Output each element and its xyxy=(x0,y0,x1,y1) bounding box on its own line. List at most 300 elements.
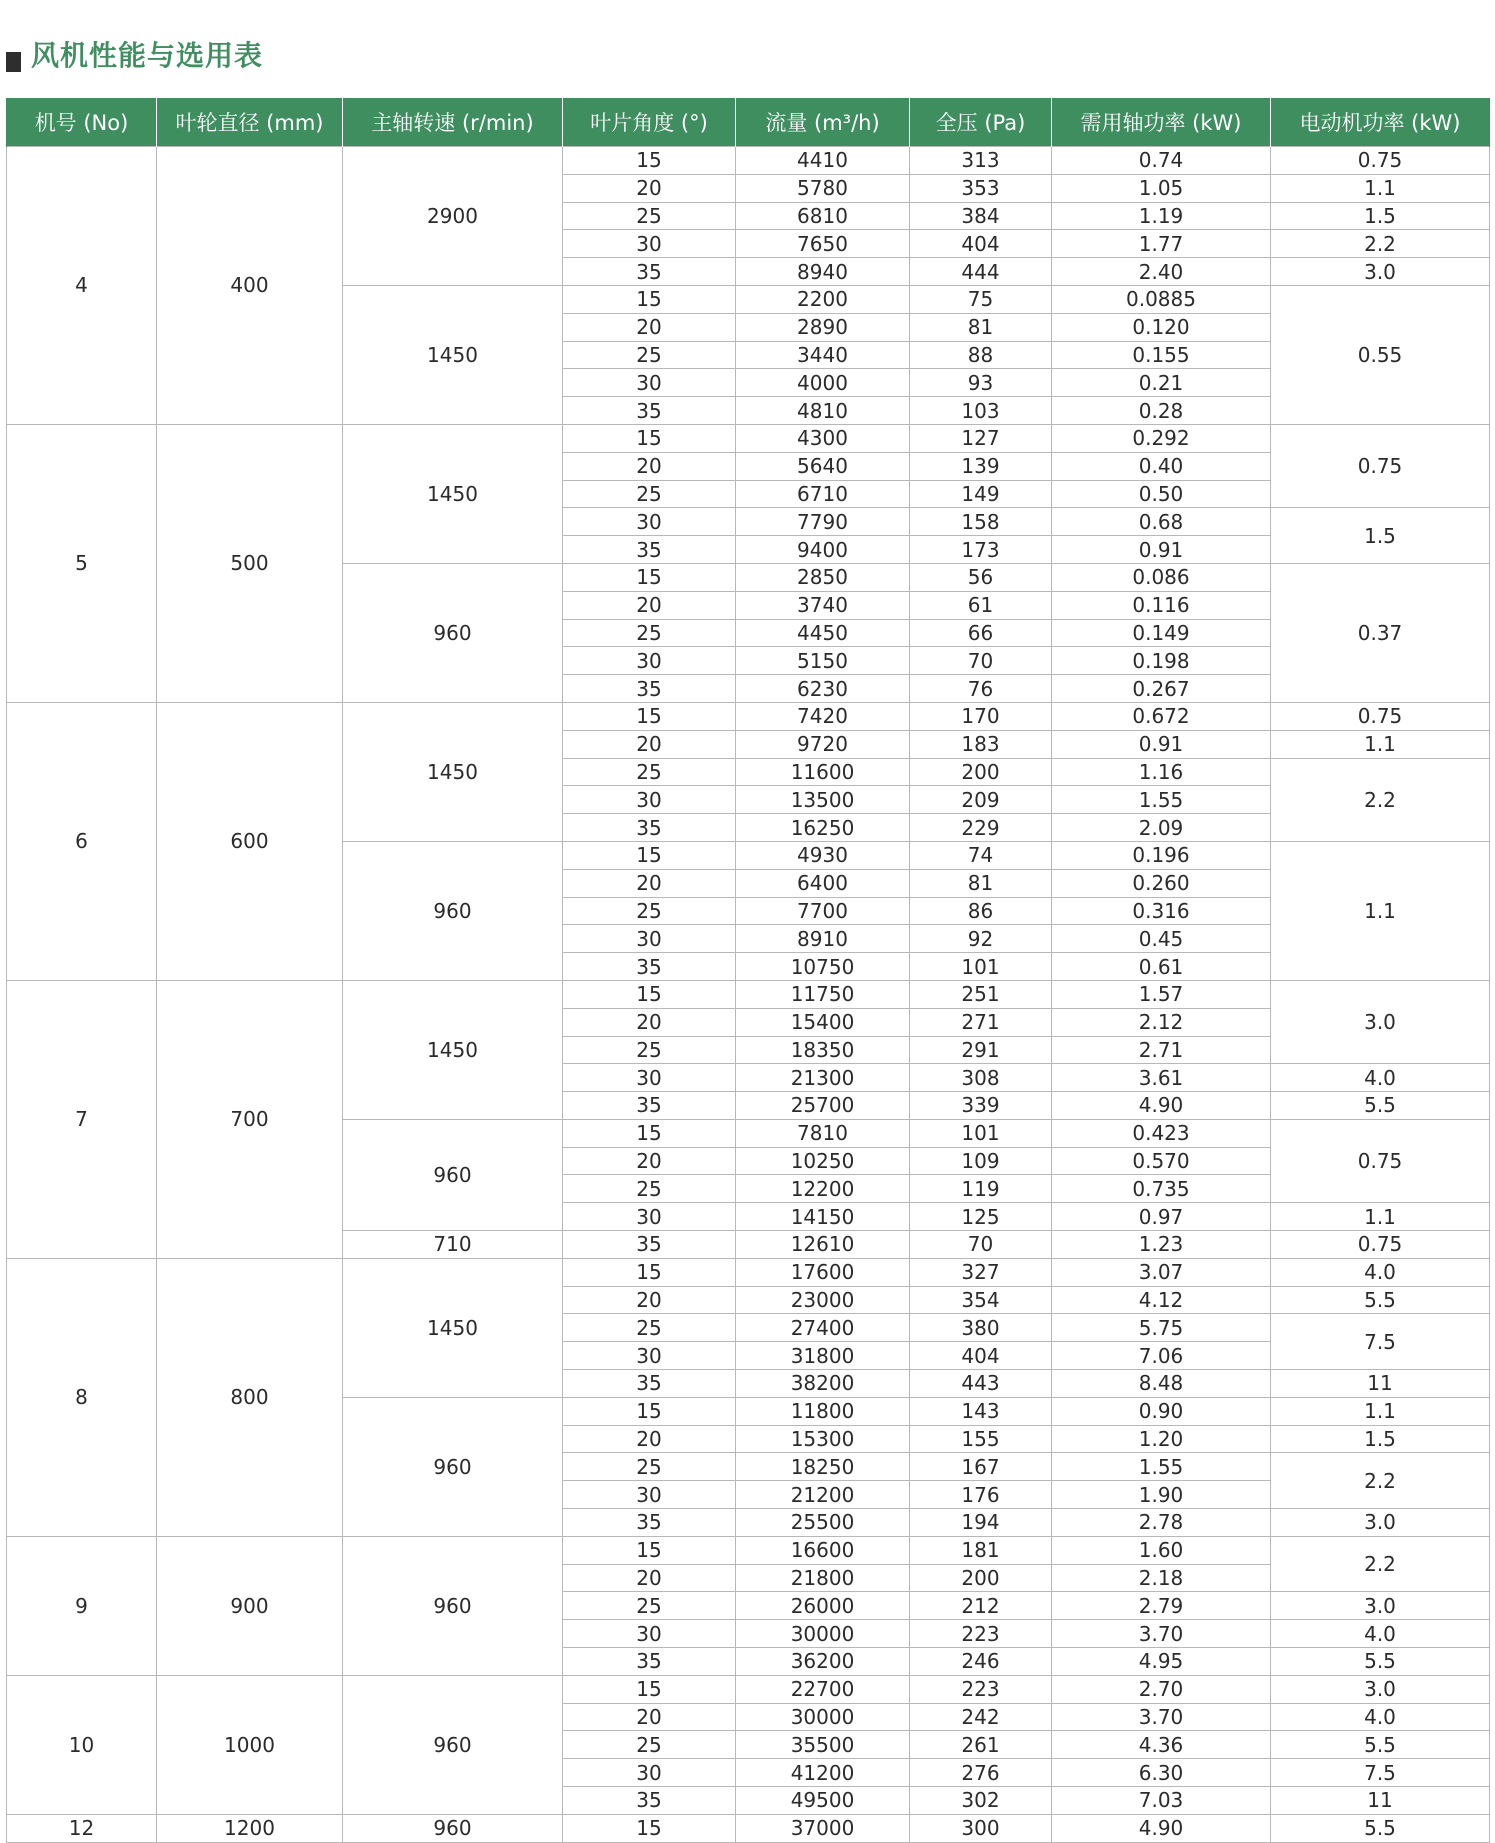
flow-cell: 7790 xyxy=(736,508,910,536)
motor-power-cell: 3.0 xyxy=(1271,1592,1490,1620)
total-pressure-cell: 181 xyxy=(910,1536,1052,1564)
total-pressure-cell: 56 xyxy=(910,563,1052,591)
blade-angle-cell: 30 xyxy=(563,508,736,536)
blade-angle-cell: 35 xyxy=(563,1509,736,1537)
shaft-power-cell: 3.70 xyxy=(1052,1703,1271,1731)
flow-cell: 7810 xyxy=(736,1119,910,1147)
motor-power-cell: 5.5 xyxy=(1271,1092,1490,1120)
impeller-diameter-cell: 600 xyxy=(157,702,343,980)
spindle-speed-cell: 1450 xyxy=(343,424,563,563)
total-pressure-cell: 354 xyxy=(910,1286,1052,1314)
total-pressure-cell: 291 xyxy=(910,1036,1052,1064)
motor-power-cell: 0.75 xyxy=(1271,147,1490,175)
flow-cell: 2200 xyxy=(736,285,910,313)
header-shaft-power: 需用轴功率 (kW) xyxy=(1052,98,1271,147)
total-pressure-cell: 70 xyxy=(910,647,1052,675)
total-pressure-cell: 313 xyxy=(910,147,1052,175)
blade-angle-cell: 25 xyxy=(563,1731,736,1759)
total-pressure-cell: 223 xyxy=(910,1675,1052,1703)
shaft-power-cell: 0.196 xyxy=(1052,841,1271,869)
blade-angle-cell: 35 xyxy=(563,1787,736,1815)
motor-power-cell: 2.2 xyxy=(1271,230,1490,258)
shaft-power-cell: 2.12 xyxy=(1052,1008,1271,1036)
shaft-power-cell: 0.086 xyxy=(1052,563,1271,591)
shaft-power-cell: 0.0885 xyxy=(1052,285,1271,313)
shaft-power-cell: 0.155 xyxy=(1052,341,1271,369)
blade-angle-cell: 20 xyxy=(563,1703,736,1731)
shaft-power-cell: 1.16 xyxy=(1052,758,1271,786)
motor-power-cell: 2.2 xyxy=(1271,1536,1490,1592)
shaft-power-cell: 7.03 xyxy=(1052,1787,1271,1815)
flow-cell: 4810 xyxy=(736,397,910,425)
page-title: 风机性能与选用表 xyxy=(31,39,264,72)
shaft-power-cell: 0.735 xyxy=(1052,1175,1271,1203)
spindle-speed-cell: 1450 xyxy=(343,980,563,1119)
header-total-pressure: 全压 (Pa) xyxy=(910,98,1052,147)
total-pressure-cell: 170 xyxy=(910,702,1052,730)
blade-angle-cell: 25 xyxy=(563,758,736,786)
total-pressure-cell: 194 xyxy=(910,1509,1052,1537)
total-pressure-cell: 444 xyxy=(910,258,1052,286)
motor-power-cell: 11 xyxy=(1271,1370,1490,1398)
flow-cell: 11800 xyxy=(736,1397,910,1425)
blade-angle-cell: 15 xyxy=(563,841,736,869)
total-pressure-cell: 246 xyxy=(910,1648,1052,1676)
flow-cell: 17600 xyxy=(736,1258,910,1286)
machine-no-cell: 6 xyxy=(7,702,157,980)
flow-cell: 3740 xyxy=(736,591,910,619)
motor-power-cell: 1.1 xyxy=(1271,841,1490,980)
flow-cell: 16600 xyxy=(736,1536,910,1564)
total-pressure-cell: 271 xyxy=(910,1008,1052,1036)
blade-angle-cell: 30 xyxy=(563,369,736,397)
total-pressure-cell: 384 xyxy=(910,202,1052,230)
blade-angle-cell: 20 xyxy=(563,174,736,202)
blade-angle-cell: 25 xyxy=(563,1036,736,1064)
total-pressure-cell: 353 xyxy=(910,174,1052,202)
motor-power-cell: 1.1 xyxy=(1271,174,1490,202)
shaft-power-cell: 3.61 xyxy=(1052,1064,1271,1092)
flow-cell: 4450 xyxy=(736,619,910,647)
header-motor-power: 电动机功率 (kW) xyxy=(1271,98,1490,147)
motor-power-cell: 7.5 xyxy=(1271,1759,1490,1787)
shaft-power-cell: 4.12 xyxy=(1052,1286,1271,1314)
blade-angle-cell: 25 xyxy=(563,480,736,508)
total-pressure-cell: 212 xyxy=(910,1592,1052,1620)
motor-power-cell: 4.0 xyxy=(1271,1703,1490,1731)
blade-angle-cell: 30 xyxy=(563,1203,736,1231)
machine-no-cell: 12 xyxy=(7,1814,157,1842)
shaft-power-cell: 0.68 xyxy=(1052,508,1271,536)
table-row xyxy=(7,1675,1490,1703)
flow-cell: 26000 xyxy=(736,1592,910,1620)
motor-power-cell: 3.0 xyxy=(1271,1509,1490,1537)
spindle-speed-cell: 1450 xyxy=(343,1258,563,1397)
motor-power-cell: 0.37 xyxy=(1271,563,1490,702)
blade-angle-cell: 15 xyxy=(563,147,736,175)
flow-cell: 4410 xyxy=(736,147,910,175)
shaft-power-cell: 4.90 xyxy=(1052,1092,1271,1120)
blade-angle-cell: 30 xyxy=(563,1342,736,1370)
total-pressure-cell: 92 xyxy=(910,925,1052,953)
shaft-power-cell: 0.672 xyxy=(1052,702,1271,730)
total-pressure-cell: 93 xyxy=(910,369,1052,397)
flow-cell: 15400 xyxy=(736,1008,910,1036)
flow-cell: 18250 xyxy=(736,1453,910,1481)
total-pressure-cell: 302 xyxy=(910,1787,1052,1815)
flow-cell: 8940 xyxy=(736,258,910,286)
shaft-power-cell: 0.40 xyxy=(1052,452,1271,480)
motor-power-cell: 3.0 xyxy=(1271,258,1490,286)
flow-cell: 7650 xyxy=(736,230,910,258)
shaft-power-cell: 0.90 xyxy=(1052,1397,1271,1425)
shaft-power-cell: 2.79 xyxy=(1052,1592,1271,1620)
shaft-power-cell: 0.292 xyxy=(1052,424,1271,452)
flow-cell: 25700 xyxy=(736,1092,910,1120)
flow-cell: 37000 xyxy=(736,1814,910,1842)
machine-no-cell: 10 xyxy=(7,1675,157,1814)
shaft-power-cell: 1.19 xyxy=(1052,202,1271,230)
spindle-speed-cell: 960 xyxy=(343,563,563,702)
blade-angle-cell: 30 xyxy=(563,1620,736,1648)
flow-cell: 35500 xyxy=(736,1731,910,1759)
motor-power-cell: 1.5 xyxy=(1271,1425,1490,1453)
total-pressure-cell: 223 xyxy=(910,1620,1052,1648)
motor-power-cell: 5.5 xyxy=(1271,1814,1490,1842)
flow-cell: 18350 xyxy=(736,1036,910,1064)
total-pressure-cell: 242 xyxy=(910,1703,1052,1731)
shaft-power-cell: 0.50 xyxy=(1052,480,1271,508)
flow-cell: 9720 xyxy=(736,730,910,758)
flow-cell: 22700 xyxy=(736,1675,910,1703)
spindle-speed-cell: 960 xyxy=(343,1675,563,1814)
machine-no-cell: 9 xyxy=(7,1536,157,1675)
header-impeller-diameter: 叶轮直径 (mm) xyxy=(157,98,343,147)
blade-angle-cell: 30 xyxy=(563,1481,736,1509)
total-pressure-cell: 380 xyxy=(910,1314,1052,1342)
spindle-speed-cell: 960 xyxy=(343,1814,563,1842)
total-pressure-cell: 74 xyxy=(910,841,1052,869)
flow-cell: 5640 xyxy=(736,452,910,480)
flow-cell: 10750 xyxy=(736,953,910,981)
blade-angle-cell: 15 xyxy=(563,1397,736,1425)
total-pressure-cell: 103 xyxy=(910,397,1052,425)
flow-cell: 8910 xyxy=(736,925,910,953)
shaft-power-cell: 0.149 xyxy=(1052,619,1271,647)
fan-performance-table xyxy=(6,98,1490,1843)
blade-angle-cell: 35 xyxy=(563,814,736,842)
shaft-power-cell: 0.21 xyxy=(1052,369,1271,397)
motor-power-cell: 1.5 xyxy=(1271,508,1490,564)
shaft-power-cell: 1.57 xyxy=(1052,980,1271,1008)
blade-angle-cell: 25 xyxy=(563,341,736,369)
shaft-power-cell: 2.71 xyxy=(1052,1036,1271,1064)
flow-cell: 16250 xyxy=(736,814,910,842)
blade-angle-cell: 30 xyxy=(563,1064,736,1092)
spindle-speed-cell: 960 xyxy=(343,1536,563,1675)
blade-angle-cell: 30 xyxy=(563,1759,736,1787)
blade-angle-cell: 25 xyxy=(563,1592,736,1620)
total-pressure-cell: 119 xyxy=(910,1175,1052,1203)
header-blade-angle: 叶片角度 (°) xyxy=(563,98,736,147)
blade-angle-cell: 20 xyxy=(563,1286,736,1314)
spindle-speed-cell: 710 xyxy=(343,1231,563,1259)
blade-angle-cell: 15 xyxy=(563,1814,736,1842)
flow-cell: 30000 xyxy=(736,1620,910,1648)
shaft-power-cell: 5.75 xyxy=(1052,1314,1271,1342)
motor-power-cell: 2.2 xyxy=(1271,758,1490,841)
total-pressure-cell: 76 xyxy=(910,675,1052,703)
total-pressure-cell: 300 xyxy=(910,1814,1052,1842)
motor-power-cell: 0.75 xyxy=(1271,424,1490,507)
blade-angle-cell: 35 xyxy=(563,397,736,425)
impeller-diameter-cell: 1000 xyxy=(157,1675,343,1814)
shaft-power-cell: 2.70 xyxy=(1052,1675,1271,1703)
shaft-power-cell: 4.36 xyxy=(1052,1731,1271,1759)
total-pressure-cell: 81 xyxy=(910,313,1052,341)
total-pressure-cell: 66 xyxy=(910,619,1052,647)
table-row xyxy=(7,1536,1490,1564)
shaft-power-cell: 0.316 xyxy=(1052,897,1271,925)
total-pressure-cell: 251 xyxy=(910,980,1052,1008)
blade-angle-cell: 35 xyxy=(563,536,736,564)
shaft-power-cell: 0.423 xyxy=(1052,1119,1271,1147)
flow-cell: 3440 xyxy=(736,341,910,369)
total-pressure-cell: 70 xyxy=(910,1231,1052,1259)
motor-power-cell: 0.75 xyxy=(1271,1231,1490,1259)
flow-cell: 12200 xyxy=(736,1175,910,1203)
total-pressure-cell: 127 xyxy=(910,424,1052,452)
blade-angle-cell: 15 xyxy=(563,285,736,313)
spindle-speed-cell: 2900 xyxy=(343,147,563,286)
total-pressure-cell: 308 xyxy=(910,1064,1052,1092)
shaft-power-cell: 1.77 xyxy=(1052,230,1271,258)
total-pressure-cell: 209 xyxy=(910,786,1052,814)
motor-power-cell: 4.0 xyxy=(1271,1064,1490,1092)
blade-angle-cell: 30 xyxy=(563,647,736,675)
impeller-diameter-cell: 900 xyxy=(157,1536,343,1675)
motor-power-cell: 1.5 xyxy=(1271,202,1490,230)
shaft-power-cell: 0.74 xyxy=(1052,147,1271,175)
motor-power-cell: 5.5 xyxy=(1271,1731,1490,1759)
motor-power-cell: 2.2 xyxy=(1271,1453,1490,1509)
shaft-power-cell: 2.78 xyxy=(1052,1509,1271,1537)
shaft-power-cell: 0.97 xyxy=(1052,1203,1271,1231)
shaft-power-cell: 4.90 xyxy=(1052,1814,1271,1842)
total-pressure-cell: 86 xyxy=(910,897,1052,925)
flow-cell: 9400 xyxy=(736,536,910,564)
motor-power-cell: 3.0 xyxy=(1271,1675,1490,1703)
table-row xyxy=(7,702,1490,730)
shaft-power-cell: 2.40 xyxy=(1052,258,1271,286)
total-pressure-cell: 404 xyxy=(910,1342,1052,1370)
shaft-power-cell: 1.23 xyxy=(1052,1231,1271,1259)
flow-cell: 38200 xyxy=(736,1370,910,1398)
motor-power-cell: 1.1 xyxy=(1271,730,1490,758)
motor-power-cell: 1.1 xyxy=(1271,1203,1490,1231)
shaft-power-cell: 1.20 xyxy=(1052,1425,1271,1453)
shaft-power-cell: 6.30 xyxy=(1052,1759,1271,1787)
blade-angle-cell: 25 xyxy=(563,1314,736,1342)
flow-cell: 5780 xyxy=(736,174,910,202)
total-pressure-cell: 173 xyxy=(910,536,1052,564)
blade-angle-cell: 15 xyxy=(563,424,736,452)
table-header-row xyxy=(7,98,1490,147)
total-pressure-cell: 183 xyxy=(910,730,1052,758)
table-row xyxy=(7,980,1490,1008)
shaft-power-cell: 0.116 xyxy=(1052,591,1271,619)
total-pressure-cell: 276 xyxy=(910,1759,1052,1787)
blade-angle-cell: 15 xyxy=(563,1119,736,1147)
motor-power-cell: 5.5 xyxy=(1271,1286,1490,1314)
flow-cell: 4930 xyxy=(736,841,910,869)
header-machine-no: 机号 (No) xyxy=(7,98,157,147)
total-pressure-cell: 75 xyxy=(910,285,1052,313)
section-title xyxy=(6,36,263,76)
flow-cell: 5150 xyxy=(736,647,910,675)
blade-angle-cell: 20 xyxy=(563,1425,736,1453)
blade-angle-cell: 35 xyxy=(563,953,736,981)
flow-cell: 7700 xyxy=(736,897,910,925)
blade-angle-cell: 25 xyxy=(563,1453,736,1481)
flow-cell: 30000 xyxy=(736,1703,910,1731)
table-row xyxy=(7,147,1490,175)
shaft-power-cell: 1.05 xyxy=(1052,174,1271,202)
blade-angle-cell: 15 xyxy=(563,980,736,1008)
machine-no-cell: 5 xyxy=(7,424,157,702)
shaft-power-cell: 0.45 xyxy=(1052,925,1271,953)
blade-angle-cell: 35 xyxy=(563,1231,736,1259)
total-pressure-cell: 339 xyxy=(910,1092,1052,1120)
shaft-power-cell: 2.09 xyxy=(1052,814,1271,842)
flow-cell: 6810 xyxy=(736,202,910,230)
shaft-power-cell: 3.70 xyxy=(1052,1620,1271,1648)
blade-angle-cell: 30 xyxy=(563,786,736,814)
table-row xyxy=(7,1258,1490,1286)
total-pressure-cell: 261 xyxy=(910,1731,1052,1759)
flow-cell: 2850 xyxy=(736,563,910,591)
machine-no-cell: 4 xyxy=(7,147,157,425)
total-pressure-cell: 109 xyxy=(910,1147,1052,1175)
flow-cell: 13500 xyxy=(736,786,910,814)
shaft-power-cell: 0.570 xyxy=(1052,1147,1271,1175)
total-pressure-cell: 200 xyxy=(910,758,1052,786)
blade-angle-cell: 15 xyxy=(563,702,736,730)
header-flow: 流量 (m³/h) xyxy=(736,98,910,147)
total-pressure-cell: 139 xyxy=(910,452,1052,480)
spindle-speed-cell: 960 xyxy=(343,1397,563,1536)
header-spindle-speed: 主轴转速 (r/min) xyxy=(343,98,563,147)
total-pressure-cell: 101 xyxy=(910,953,1052,981)
shaft-power-cell: 0.91 xyxy=(1052,536,1271,564)
total-pressure-cell: 155 xyxy=(910,1425,1052,1453)
impeller-diameter-cell: 500 xyxy=(157,424,343,702)
table-row xyxy=(7,1814,1490,1842)
blade-angle-cell: 25 xyxy=(563,1175,736,1203)
total-pressure-cell: 404 xyxy=(910,230,1052,258)
motor-power-cell: 11 xyxy=(1271,1787,1490,1815)
shaft-power-cell: 4.95 xyxy=(1052,1648,1271,1676)
blade-angle-cell: 25 xyxy=(563,202,736,230)
blade-angle-cell: 15 xyxy=(563,1258,736,1286)
total-pressure-cell: 158 xyxy=(910,508,1052,536)
total-pressure-cell: 61 xyxy=(910,591,1052,619)
machine-no-cell: 7 xyxy=(7,980,157,1258)
motor-power-cell: 1.1 xyxy=(1271,1397,1490,1425)
blade-angle-cell: 15 xyxy=(563,563,736,591)
blade-angle-cell: 35 xyxy=(563,675,736,703)
flow-cell: 4300 xyxy=(736,424,910,452)
flow-cell: 14150 xyxy=(736,1203,910,1231)
shaft-power-cell: 0.61 xyxy=(1052,953,1271,981)
motor-power-cell: 0.75 xyxy=(1271,1119,1490,1202)
impeller-diameter-cell: 400 xyxy=(157,147,343,425)
flow-cell: 12610 xyxy=(736,1231,910,1259)
title-square-icon xyxy=(6,52,21,72)
impeller-diameter-cell: 1200 xyxy=(157,1814,343,1842)
total-pressure-cell: 81 xyxy=(910,869,1052,897)
total-pressure-cell: 229 xyxy=(910,814,1052,842)
shaft-power-cell: 8.48 xyxy=(1052,1370,1271,1398)
blade-angle-cell: 25 xyxy=(563,619,736,647)
blade-angle-cell: 20 xyxy=(563,869,736,897)
flow-cell: 31800 xyxy=(736,1342,910,1370)
flow-cell: 7420 xyxy=(736,702,910,730)
shaft-power-cell: 0.198 xyxy=(1052,647,1271,675)
motor-power-cell: 0.75 xyxy=(1271,702,1490,730)
total-pressure-cell: 149 xyxy=(910,480,1052,508)
flow-cell: 21800 xyxy=(736,1564,910,1592)
flow-cell: 25500 xyxy=(736,1509,910,1537)
flow-cell: 2890 xyxy=(736,313,910,341)
blade-angle-cell: 20 xyxy=(563,1008,736,1036)
shaft-power-cell: 0.267 xyxy=(1052,675,1271,703)
motor-power-cell: 7.5 xyxy=(1271,1314,1490,1370)
motor-power-cell: 4.0 xyxy=(1271,1620,1490,1648)
impeller-diameter-cell: 800 xyxy=(157,1258,343,1536)
flow-cell: 11750 xyxy=(736,980,910,1008)
impeller-diameter-cell: 700 xyxy=(157,980,343,1258)
flow-cell: 6400 xyxy=(736,869,910,897)
motor-power-cell: 4.0 xyxy=(1271,1258,1490,1286)
total-pressure-cell: 143 xyxy=(910,1397,1052,1425)
flow-cell: 15300 xyxy=(736,1425,910,1453)
blade-angle-cell: 30 xyxy=(563,925,736,953)
flow-cell: 36200 xyxy=(736,1648,910,1676)
motor-power-cell: 5.5 xyxy=(1271,1648,1490,1676)
shaft-power-cell: 0.91 xyxy=(1052,730,1271,758)
blade-angle-cell: 15 xyxy=(563,1536,736,1564)
blade-angle-cell: 35 xyxy=(563,1648,736,1676)
flow-cell: 11600 xyxy=(736,758,910,786)
flow-cell: 49500 xyxy=(736,1787,910,1815)
flow-cell: 21300 xyxy=(736,1064,910,1092)
shaft-power-cell: 1.90 xyxy=(1052,1481,1271,1509)
blade-angle-cell: 20 xyxy=(563,730,736,758)
table-row xyxy=(7,424,1490,452)
flow-cell: 41200 xyxy=(736,1759,910,1787)
spindle-speed-cell: 1450 xyxy=(343,702,563,841)
blade-angle-cell: 25 xyxy=(563,897,736,925)
shaft-power-cell: 1.55 xyxy=(1052,1453,1271,1481)
blade-angle-cell: 20 xyxy=(563,452,736,480)
blade-angle-cell: 30 xyxy=(563,230,736,258)
shaft-power-cell: 1.60 xyxy=(1052,1536,1271,1564)
shaft-power-cell: 0.28 xyxy=(1052,397,1271,425)
motor-power-cell: 3.0 xyxy=(1271,980,1490,1063)
total-pressure-cell: 88 xyxy=(910,341,1052,369)
shaft-power-cell: 0.260 xyxy=(1052,869,1271,897)
